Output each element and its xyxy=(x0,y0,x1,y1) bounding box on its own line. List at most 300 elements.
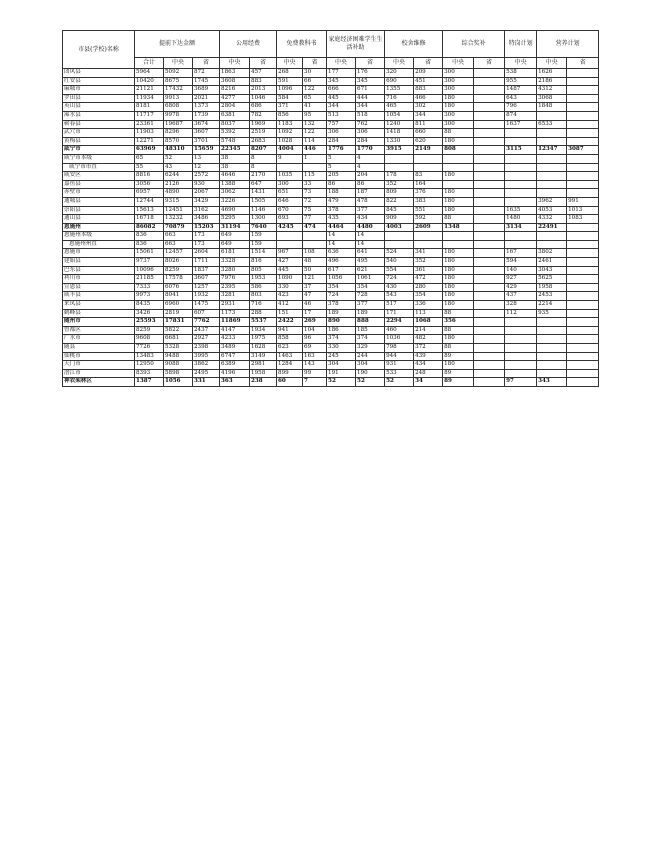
table-cell: 1046 xyxy=(250,94,277,103)
table-cell: 52 xyxy=(327,378,356,387)
table-cell: 445 xyxy=(277,266,303,275)
table-cell: 371 xyxy=(277,103,303,112)
table-cell: 967 xyxy=(277,249,303,258)
table-cell: 941 xyxy=(277,326,303,335)
table-cell: 108 xyxy=(303,249,327,258)
table-cell: 430 xyxy=(385,283,414,292)
table-cell: 4245 xyxy=(277,223,303,232)
table-cell: 8816 xyxy=(135,172,164,181)
table-cell xyxy=(537,344,567,353)
table-cell: 180 xyxy=(443,266,474,275)
table-cell: 6181 xyxy=(220,249,250,258)
table-cell xyxy=(474,103,505,112)
table-cell xyxy=(567,189,599,198)
subheader-cell: 中央 xyxy=(537,58,567,69)
table-cell: 1475 xyxy=(193,301,220,310)
table-cell: 1480 xyxy=(505,215,537,224)
table-row xyxy=(63,283,599,292)
table-cell: 1635 xyxy=(505,206,537,215)
table-cell: 6960 xyxy=(164,301,193,310)
table-cell: 8259 xyxy=(164,266,193,275)
table-cell: 336 xyxy=(414,301,443,310)
table-cell: 466 xyxy=(414,94,443,103)
table-cell: 465 xyxy=(385,103,414,112)
table-cell: 88 xyxy=(443,215,474,224)
table-cell: 1975 xyxy=(250,335,277,344)
table-cell xyxy=(537,111,567,120)
table-cell xyxy=(443,240,474,249)
table-cell: 663 xyxy=(164,240,193,249)
table-cell: 343 xyxy=(537,378,567,387)
table-cell: 1146 xyxy=(250,206,277,215)
table-cell: 724 xyxy=(327,292,356,301)
table-cell xyxy=(537,352,567,361)
allocation-table-sheet xyxy=(62,30,598,387)
table-cell xyxy=(474,86,505,95)
table-cell: 808 xyxy=(443,146,474,155)
table-cell: 816 xyxy=(250,258,277,267)
table-cell: 190 xyxy=(356,369,385,378)
table-cell: 70879 xyxy=(164,223,193,232)
table-cell: 372 xyxy=(414,344,443,353)
table-cell: 354 xyxy=(327,283,356,292)
table-cell: 9088 xyxy=(164,361,193,370)
table-cell: 83 xyxy=(414,172,443,181)
table-cell: 8570 xyxy=(164,137,193,146)
table-cell xyxy=(303,240,327,249)
header-group-building-repair: 校舍维修 xyxy=(385,31,443,58)
table-cell xyxy=(505,240,537,249)
table-cell: 1355 xyxy=(385,86,414,95)
table-cell: 651 xyxy=(277,189,303,198)
table-cell: 12271 xyxy=(135,137,164,146)
table-cell xyxy=(567,69,599,78)
table-cell xyxy=(505,369,537,378)
table-cell: 2804 xyxy=(220,103,250,112)
table-cell: 845 xyxy=(385,206,414,215)
header-group-early-funds: 提前下达金额 xyxy=(135,31,220,58)
table-cell: 724 xyxy=(385,275,414,284)
row-name: 建始县 xyxy=(63,258,135,267)
table-cell xyxy=(505,163,537,172)
table-cell: 4147 xyxy=(220,326,250,335)
row-name: 黄梅县 xyxy=(63,137,135,146)
table-row xyxy=(63,318,599,327)
table-cell xyxy=(567,223,599,232)
table-cell: 434 xyxy=(356,215,385,224)
table-cell: 300 xyxy=(443,69,474,78)
row-name: 通城县 xyxy=(63,197,135,206)
table-row xyxy=(63,378,599,387)
table-cell: 63969 xyxy=(135,146,164,155)
table-cell xyxy=(567,326,599,335)
table-cell: 378 xyxy=(327,206,356,215)
table-cell: 2294 xyxy=(385,318,414,327)
table-cell: 22491 xyxy=(537,223,567,232)
table-cell: 3674 xyxy=(193,120,220,129)
table-cell xyxy=(567,369,599,378)
row-name: 随县 xyxy=(63,344,135,353)
table-cell: 3426 xyxy=(135,309,164,318)
table-cell xyxy=(567,86,599,95)
table-cell: 115 xyxy=(303,172,327,181)
table-cell xyxy=(567,120,599,129)
table-cell: 457 xyxy=(250,69,277,78)
table-row xyxy=(63,266,599,275)
table-cell: 621 xyxy=(356,266,385,275)
table-cell xyxy=(505,326,537,335)
table-cell: 284 xyxy=(356,137,385,146)
table-cell: 352 xyxy=(385,180,414,189)
table-cell: 15061 xyxy=(135,249,164,258)
table-cell: 173 xyxy=(193,232,220,241)
table-cell: 474 xyxy=(303,223,327,232)
row-name: 恩施州本级 xyxy=(63,232,135,241)
table-cell: 822 xyxy=(385,197,414,206)
table-cell: 1 xyxy=(303,154,327,163)
table-cell: 1348 xyxy=(443,223,474,232)
table-cell: 9978 xyxy=(164,111,193,120)
table-cell xyxy=(567,154,599,163)
table-cell: 6244 xyxy=(164,172,193,181)
table-row xyxy=(63,137,599,146)
table-cell: 189 xyxy=(327,309,356,318)
table-cell: 180 xyxy=(443,292,474,301)
table-cell xyxy=(474,69,505,78)
table-cell: 3280 xyxy=(220,266,250,275)
table-cell xyxy=(567,344,599,353)
table-cell: 361 xyxy=(414,266,443,275)
table-cell: 41 xyxy=(303,103,327,112)
table-cell: 2021 xyxy=(193,94,220,103)
table-cell xyxy=(277,232,303,241)
table-cell xyxy=(567,275,599,284)
table-cell xyxy=(567,361,599,370)
row-name: 利川市 xyxy=(63,275,135,284)
table-cell: 214 xyxy=(414,326,443,335)
table-cell: 8037 xyxy=(220,120,250,129)
table-cell: 1739 xyxy=(193,111,220,120)
table-cell: 479 xyxy=(327,197,356,206)
table-cell: 1028 xyxy=(277,137,303,146)
table-cell: 423 xyxy=(277,292,303,301)
table-cell xyxy=(385,163,414,172)
table-cell: 180 xyxy=(443,335,474,344)
row-name: 蕲春县 xyxy=(63,120,135,129)
table-cell: 796 xyxy=(505,103,537,112)
table-cell: 1711 xyxy=(193,258,220,267)
table-cell: 620 xyxy=(414,137,443,146)
table-cell: 306 xyxy=(327,129,356,138)
table-cell xyxy=(567,163,599,172)
table-cell: 3915 xyxy=(385,146,414,155)
row-name: 赤壁市 xyxy=(63,189,135,198)
table-cell: 77 xyxy=(303,215,327,224)
table-cell: 3043 xyxy=(537,266,567,275)
subheader-cell: 省 xyxy=(303,58,327,69)
table-cell xyxy=(505,232,537,241)
table-cell: 883 xyxy=(250,77,277,86)
table-cell: 3701 xyxy=(193,137,220,146)
subheader-cell: 省 xyxy=(474,58,505,69)
table-cell xyxy=(567,103,599,112)
table-cell: 2683 xyxy=(250,137,277,146)
table-cell: 7640 xyxy=(250,223,277,232)
table-cell xyxy=(567,111,599,120)
table-row xyxy=(63,120,599,129)
table-cell xyxy=(505,344,537,353)
row-name: 通山县 xyxy=(63,215,135,224)
table-cell: 16718 xyxy=(135,215,164,224)
table-cell: 1505 xyxy=(250,197,277,206)
table-cell: 2422 xyxy=(277,318,303,327)
table-cell: 188 xyxy=(327,189,356,198)
table-cell: 2927 xyxy=(193,335,220,344)
table-cell: 9 xyxy=(277,154,303,163)
table-cell: 874 xyxy=(505,111,537,120)
table-cell xyxy=(537,369,567,378)
table-cell: 374 xyxy=(356,335,385,344)
row-name: 英山县 xyxy=(63,103,135,112)
table-cell: 180 xyxy=(443,275,474,284)
table-cell: 3149 xyxy=(250,352,277,361)
table-cell: 4890 xyxy=(164,189,193,198)
table-cell: 23361 xyxy=(135,120,164,129)
table-cell: 5964 xyxy=(135,69,164,78)
table-cell: 5625 xyxy=(537,275,567,284)
table-cell: 122 xyxy=(303,86,327,95)
table-cell: 1056 xyxy=(164,378,193,387)
table-cell: 2495 xyxy=(193,369,220,378)
table-cell: 836 xyxy=(135,240,164,249)
table-row xyxy=(63,292,599,301)
table-cell: 113 xyxy=(414,309,443,318)
table-row xyxy=(63,223,599,232)
subheader-cell: 省 xyxy=(567,58,599,69)
table-cell xyxy=(537,335,567,344)
table-row xyxy=(63,146,599,155)
table-cell: 6808 xyxy=(164,103,193,112)
table-cell: 245 xyxy=(327,352,356,361)
table-cell xyxy=(537,137,567,146)
table-cell: 1848 xyxy=(537,103,567,112)
header-group-special-post: 特岗计划 xyxy=(505,31,537,58)
table-cell: 660 xyxy=(414,129,443,138)
table-cell: 1958 xyxy=(537,283,567,292)
subheader-cell: 中央 xyxy=(505,58,537,69)
table-cell xyxy=(567,309,599,318)
table-cell: 460 xyxy=(385,326,414,335)
table-cell: 591 xyxy=(277,77,303,86)
table-cell: 268 xyxy=(277,69,303,78)
table-cell xyxy=(277,240,303,249)
table-cell: 378 xyxy=(327,301,356,310)
table-row xyxy=(63,232,599,241)
table-cell: 1626 xyxy=(537,69,567,78)
table-cell: 50 xyxy=(303,266,327,275)
table-cell: 538 xyxy=(505,69,537,78)
table-cell: 14 xyxy=(327,232,356,241)
table-cell: 1387 xyxy=(135,378,164,387)
table-cell xyxy=(474,301,505,310)
table-cell xyxy=(537,129,567,138)
table-cell: 34 xyxy=(414,378,443,387)
table-cell xyxy=(567,258,599,267)
table-cell: 1300 xyxy=(250,215,277,224)
table-cell: 2013 xyxy=(250,86,277,95)
row-name: 嘉鱼县 xyxy=(63,180,135,189)
table-cell: 17831 xyxy=(164,318,193,327)
table-cell: 4332 xyxy=(537,215,567,224)
table-cell: 1953 xyxy=(250,275,277,284)
table-cell: 88 xyxy=(443,309,474,318)
table-cell: 890 xyxy=(327,318,356,327)
table-cell: 88 xyxy=(443,326,474,335)
table-cell xyxy=(567,137,599,146)
table-cell: 6957 xyxy=(135,189,164,198)
table-cell: 300 xyxy=(443,86,474,95)
header-group-living-subsidy: 家庭经济困难学生生活补助 xyxy=(327,31,385,58)
table-cell: 4 xyxy=(356,154,385,163)
table-cell xyxy=(474,120,505,129)
table-cell: 14 xyxy=(327,240,356,249)
table-cell: 10420 xyxy=(135,77,164,86)
header-group-nutrition: 营养计划 xyxy=(537,31,599,58)
table-cell: 1863 xyxy=(220,69,250,78)
table-cell: 1090 xyxy=(277,275,303,284)
table-cell xyxy=(567,318,599,327)
table-cell: 540 xyxy=(385,258,414,267)
table-cell: 2398 xyxy=(193,344,220,353)
table-cell: 3056 xyxy=(135,180,164,189)
table-cell: 427 xyxy=(277,258,303,267)
table-cell: 9973 xyxy=(135,292,164,301)
table-cell xyxy=(474,352,505,361)
table-cell: 3226 xyxy=(220,197,250,206)
table-cell: 12744 xyxy=(135,197,164,206)
table-cell xyxy=(474,369,505,378)
table-cell xyxy=(414,240,443,249)
table-cell: 140 xyxy=(505,266,537,275)
table-cell: 8 xyxy=(250,154,277,163)
table-cell: 1035 xyxy=(277,172,303,181)
table-cell: 2067 xyxy=(193,189,220,198)
table-cell xyxy=(567,94,599,103)
table-cell: 187 xyxy=(356,189,385,198)
table-cell: 341 xyxy=(414,249,443,258)
table-cell: 284 xyxy=(327,137,356,146)
table-cell: 805 xyxy=(250,266,277,275)
table-cell: 354 xyxy=(356,283,385,292)
table-cell: 584 xyxy=(277,94,303,103)
table-cell: 132 xyxy=(303,120,327,129)
table-cell: 8296 xyxy=(164,129,193,138)
table-cell xyxy=(567,301,599,310)
table-cell: 518 xyxy=(356,111,385,120)
table-row xyxy=(63,275,599,284)
table-cell: 6381 xyxy=(220,111,250,120)
table-cell: 935 xyxy=(537,309,567,318)
table-row xyxy=(63,249,599,258)
table-cell: 330 xyxy=(327,344,356,353)
table-cell: 25593 xyxy=(135,318,164,327)
table-cell: 670 xyxy=(277,206,303,215)
table-row xyxy=(63,309,599,318)
table-cell xyxy=(474,146,505,155)
table-cell: 1068 xyxy=(414,318,443,327)
table-cell: 646 xyxy=(277,197,303,206)
table-cell: 205 xyxy=(327,172,356,181)
table-cell: 248 xyxy=(414,369,443,378)
row-name: 天门市 xyxy=(63,361,135,370)
table-cell: 3608 xyxy=(220,77,250,86)
table-cell: 533 xyxy=(385,369,414,378)
table-cell: 607 xyxy=(193,309,220,318)
table-cell: 12457 xyxy=(164,249,193,258)
table-cell xyxy=(385,154,414,163)
table-cell: 513 xyxy=(327,111,356,120)
table-body xyxy=(63,69,599,387)
table-cell: 5 xyxy=(327,163,356,172)
table-cell: 495 xyxy=(356,258,385,267)
table-cell: 1487 xyxy=(505,86,537,95)
table-cell: 909 xyxy=(385,215,414,224)
table-cell: 7333 xyxy=(135,283,164,292)
table-cell: 9913 xyxy=(164,94,193,103)
table-cell: 1418 xyxy=(385,129,414,138)
table-cell: 5748 xyxy=(220,137,250,146)
table-cell: 33 xyxy=(303,180,327,189)
table-cell xyxy=(474,206,505,215)
table-cell: 3328 xyxy=(220,258,250,267)
table-cell xyxy=(277,163,303,172)
table-cell: 60 xyxy=(277,378,303,387)
table-cell: 344 xyxy=(356,103,385,112)
table-cell: 686 xyxy=(250,103,277,112)
table-cell: 4004 xyxy=(277,146,303,155)
table-cell: 693 xyxy=(277,215,303,224)
table-cell: 2519 xyxy=(250,129,277,138)
subheader-cell: 中央 xyxy=(385,58,414,69)
subheader-cell: 合计 xyxy=(135,58,164,69)
table-cell: 2453 xyxy=(537,292,567,301)
table-cell xyxy=(474,223,505,232)
table-cell: 803 xyxy=(250,292,277,301)
table-cell xyxy=(474,94,505,103)
table-cell: 48 xyxy=(303,258,327,267)
table-cell: 927 xyxy=(505,275,537,284)
table-cell xyxy=(537,163,567,172)
table-cell: 3962 xyxy=(537,197,567,206)
table-cell: 872 xyxy=(193,69,220,78)
row-name: 宣恩县 xyxy=(63,283,135,292)
table-cell: 617 xyxy=(327,266,356,275)
table-cell: 955 xyxy=(505,77,537,86)
table-cell xyxy=(474,240,505,249)
table-cell xyxy=(385,240,414,249)
table-cell: 554 xyxy=(385,266,414,275)
row-name: 恩施州州直 xyxy=(63,240,135,249)
table-cell xyxy=(505,318,537,327)
table-cell: 3068 xyxy=(537,94,567,103)
table-cell xyxy=(474,197,505,206)
table-cell: 5822 xyxy=(164,326,193,335)
row-name: 鹤峰县 xyxy=(63,309,135,318)
table-cell: 6747 xyxy=(220,352,250,361)
table-cell xyxy=(414,154,443,163)
table-cell: 88 xyxy=(443,129,474,138)
row-name: 恩施州 xyxy=(63,223,135,232)
